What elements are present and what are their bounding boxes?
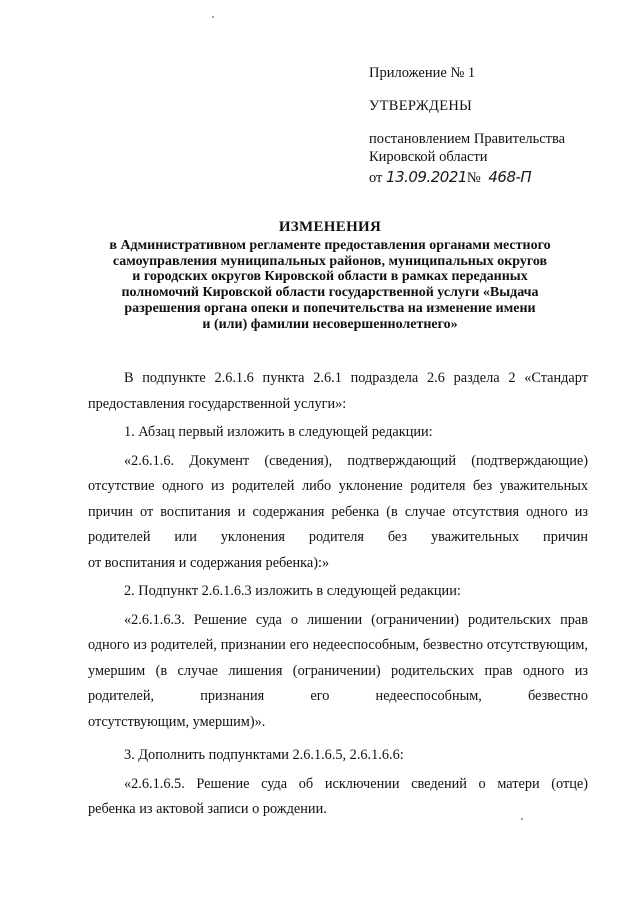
approved-label: УТВЕРЖДЕНЫ xyxy=(369,98,473,114)
item-2-heading: 2. Подпункт 2.6.1.6.3 изложить в следующей редакции: xyxy=(124,583,461,599)
item-2-text: «2.6.1.6.3. Решение суда о лишении (ограничении) родительских прав одного из родителей, признании его недееспособным, безвестно отсутствующим, умершим (в случае лишения (ограничении) родительских прав одного из родителей, признания его недееспособным, безвестно xyxy=(88,611,588,704)
title-heading: ИЗМЕНЕНИЯ xyxy=(278,219,382,235)
resolution-line-1: постановлением Правительства xyxy=(369,131,566,147)
resolution-date-number xyxy=(369,168,619,187)
title-line: самоуправления муниципальных районов, муниципальных округов xyxy=(112,253,548,269)
item-3-heading: 3. Дополнить подпунктами 2.6.1.6.5, 2.6.1.6.6: xyxy=(124,747,404,763)
appendix-label: Приложение № 1 xyxy=(369,65,476,81)
resolution-line-2: Кировской области xyxy=(369,149,488,165)
title-line: в Административном регламенте предоставления органами местного xyxy=(109,237,551,253)
title-line: и городских округов Кировской области в рамках переданных xyxy=(132,269,528,285)
document-title xyxy=(60,220,600,333)
document-body xyxy=(88,366,588,823)
title-line: полномочий Кировской области государственной услуги «Выдача xyxy=(121,285,539,301)
title-line: разрешения органа опеки и попечительства на изменение имени xyxy=(124,300,536,316)
from-label: от xyxy=(369,170,383,186)
title-line: и (или) фамилии несовершеннолетнего» xyxy=(202,316,458,332)
item-3-text-end: ребенка из актовой записи о рождении. xyxy=(88,801,327,817)
item-2-text-end: отсутствующим, умершим)». xyxy=(88,713,266,730)
handwritten-date: 13.09.2021 xyxy=(386,168,467,186)
handwritten-number: 468-П xyxy=(488,168,532,186)
number-label: № xyxy=(466,170,481,186)
intro-paragraph: В подпункте 2.6.1.6 пункта 2.6.1 подраздела 2.6 раздела 2 «Стандарт предоставления государственной услуги»: xyxy=(88,370,588,412)
scan-speck xyxy=(212,16,214,18)
item-1-text-end: от воспитания и содержания ребенка):» xyxy=(88,554,330,571)
item-3-text: «2.6.1.6.5. Решение суда об исключении сведений о матери (отце) xyxy=(124,775,588,792)
item-1-text: «2.6.1.6. Документ (сведения), подтверждающий (подтверждающие) отсутствие одного из родителей либо уклонение родителя без уважительных причин от воспитания и содержания ребенка (в случае отсутствия одного из родителей или уклонения родителя без уважительных причин xyxy=(88,452,588,545)
approval-block xyxy=(369,64,619,187)
item-1-heading: 1. Абзац первый изложить в следующей редакции: xyxy=(124,424,433,440)
